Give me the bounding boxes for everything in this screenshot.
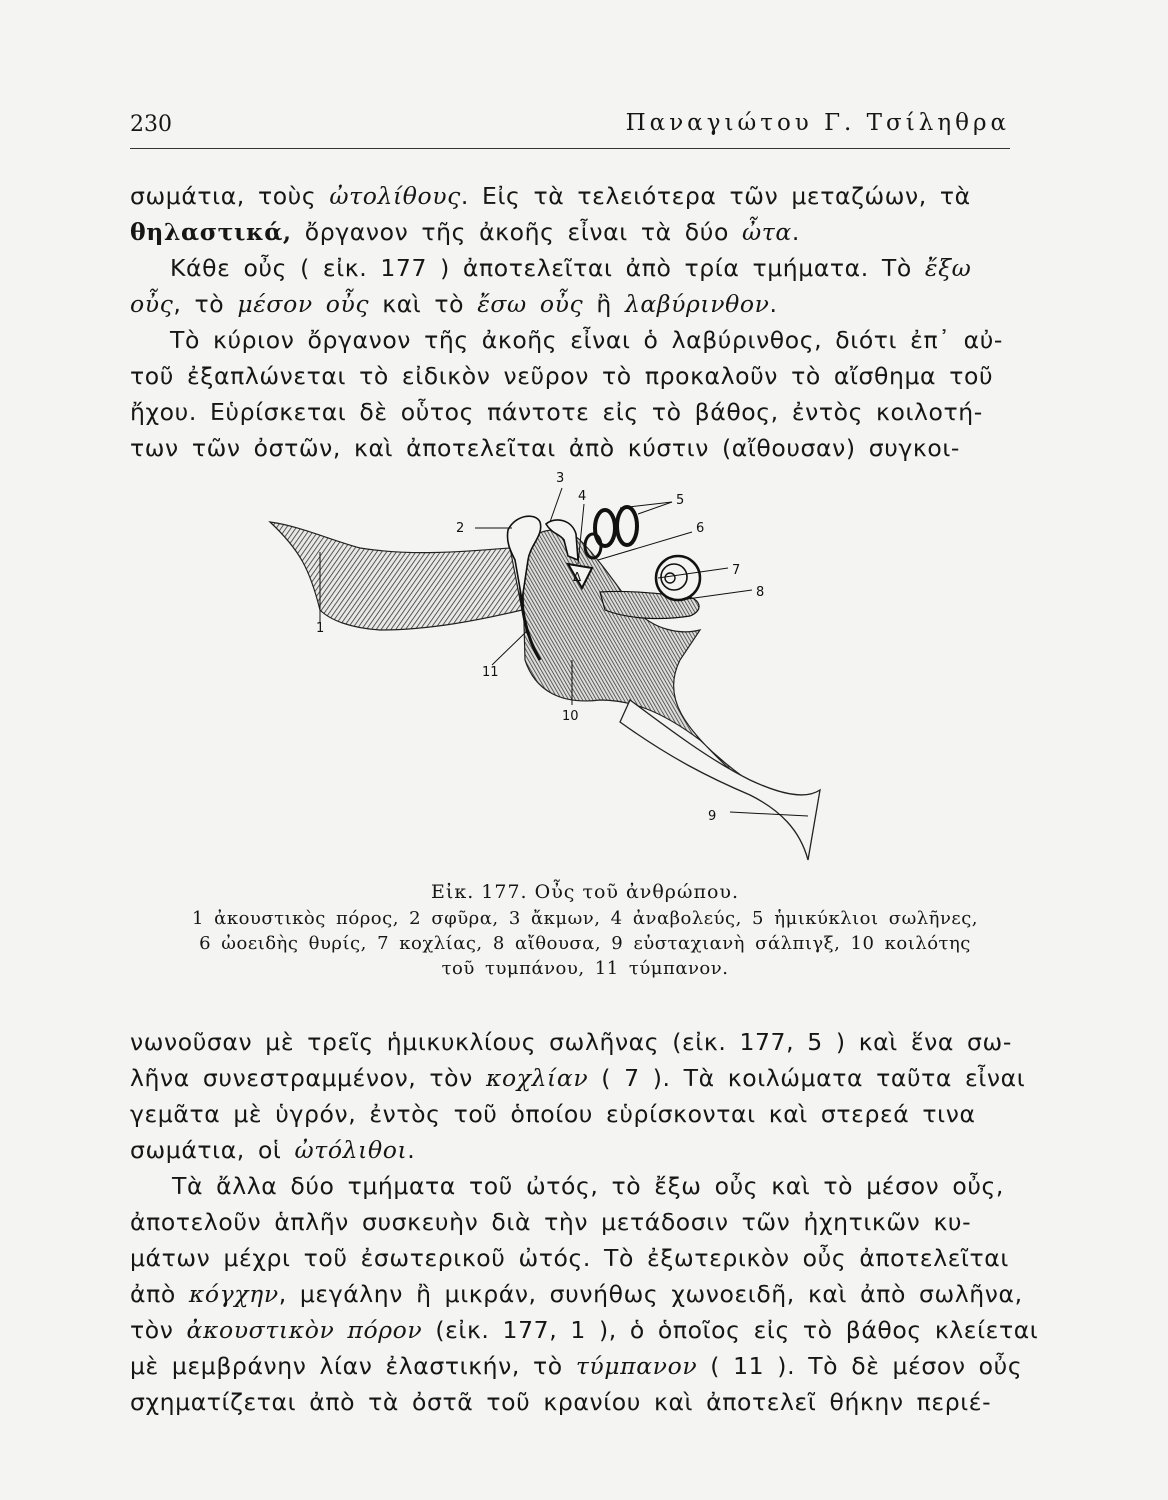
figure-label: 7 (732, 563, 741, 578)
vestibule-letter: Δ (573, 570, 582, 584)
figure-caption (130, 878, 1040, 981)
text-line: τὸν ἀκουστικὸν πόρον (εἰκ. 177, 1 ), ὁ ὁποῖος εἰς τὸ βάθος κλείεται (130, 1316, 1039, 1344)
ear-anatomy-figure (260, 460, 860, 880)
ear-canal-shape (270, 522, 522, 630)
figure-label: 4 (578, 489, 587, 504)
figure-label: 1 (316, 621, 325, 636)
figure-label: 3 (556, 471, 565, 486)
text-line: οὖς, τὸ μέσον οὖς καὶ τὸ ἔσω οὖς ἢ λαβύρινθον. (130, 290, 778, 318)
semicircular-canal-1 (595, 510, 615, 546)
figure-label: 6 (696, 521, 705, 536)
lower-text-block (130, 1024, 1039, 1420)
text-line: μάτων μέχρι τοῦ ἐσωτερικοῦ ὠτός. Τὸ ἐξωτερικὸν οὖς ἀποτελεῖται (130, 1244, 1009, 1272)
text-line: σωμάτια, οἱ ὠτόλιθοι. (130, 1136, 416, 1164)
text-line: θηλαστικά, ὄργανον τῆς ἀκοῆς εἶναι τὰ δύο ὦτα. (130, 218, 800, 246)
caption-line: 6 ὠοειδὴς θυρίς, 7 κοχλίας, 8 αἴθουσα, 9 εὐσταχιανὴ σάλπιγξ, 10 κοιλότης (199, 933, 971, 954)
figure-label: 11 (482, 665, 499, 680)
upper-text-block (130, 178, 1030, 466)
text-line: λῆνα συνεστραμμένον, τὸν κοχλίαν ( 7 ). Τὰ κοιλώματα ταῦτα εἶναι (130, 1064, 1026, 1092)
figure-label: 5 (676, 493, 685, 508)
running-title: Παναγιώτου Γ. Τσίληθρα (625, 110, 1010, 136)
page-header (130, 106, 1010, 146)
figure-label: 2 (456, 521, 465, 536)
cochlea-shape (656, 556, 700, 600)
text-line: τοῦ ἐξαπλώνεται τὸ εἰδικὸν νεῦρον τὸ προκαλοῦν τὸ αἴσθημα τοῦ (130, 362, 994, 390)
caption-title: Εἰκ. 177. Οὖς τοῦ ἀνθρώπου. (431, 881, 739, 903)
text-line: σχηματίζεται ἀπὸ τὰ ὀστᾶ τοῦ κρανίου καὶ ἀποτελεῖ θήκην περιέ- (130, 1388, 992, 1416)
text-line: ἀπὸ κόγχην, μεγάλην ἢ μικράν, συνήθως χωνοειδῆ, καὶ ἀπὸ σωλῆνα, (130, 1280, 1023, 1308)
page-number: 230 (130, 112, 172, 137)
text-line: ἤχου. Εὑρίσκεται δὲ οὗτος πάντοτε εἰς τὸ βάθος, ἐντὸς κοιλοτή- (130, 398, 983, 426)
figure-label: 10 (562, 709, 579, 724)
text-line: μὲ μεμβράνην λίαν ἐλαστικήν, τὸ τύμπανον ( 11 ). Τὸ δὲ μέσον οὖς (130, 1352, 1023, 1380)
figure-label: 9 (708, 809, 717, 824)
eustachian-tube-shape (620, 700, 820, 860)
text-line: των τῶν ὀστῶν, καὶ ἀποτελεῖται ἀπὸ κύστιν (αἴθουσαν) συγκοι- (130, 434, 960, 462)
text-line: ἀποτελοῦν ἁπλῆν συσκευὴν διὰ τὴν μετάδοσιν τῶν ἠχητικῶν κυ- (130, 1208, 972, 1236)
text-line: Τὸ κύριον ὄργανον τῆς ἀκοῆς εἶναι ὁ λαβύρινθος, διότι ἐπ᾿ αὐ- (170, 326, 1003, 354)
caption-line: 1 ἀκουστικὸς πόρος, 2 σφῦρα, 3 ἄκμων, 4 ἀναβολεύς, 5 ἡμικύκλιοι σωλῆνες, (191, 908, 979, 929)
text-line: γεμᾶτα μὲ ὑγρόν, ἐντὸς τοῦ ὁποίου εὑρίσκονται καὶ στερεά τινα (130, 1100, 976, 1128)
leader-line-11 (492, 630, 528, 665)
caption-line: τοῦ τυμπάνου, 11 τύμπανον. (441, 958, 729, 979)
text-line: Κάθε οὖς ( εἰκ. 177 ) ἀποτελεῖται ἀπὸ τρία τμήματα. Τὸ ἔξω (170, 254, 972, 282)
text-line: Τὰ ἄλλα δύο τμήματα τοῦ ὠτός, τὸ ἔξω οὖς καὶ τὸ μέσον οὖς, (172, 1172, 1004, 1200)
text-line: νωνοῦσαν μὲ τρεῖς ἡμικυκλίους σωλῆνας (εἰκ. 177, 5 ) καὶ ἕνα σω- (130, 1028, 1012, 1056)
figure-label: 8 (756, 585, 765, 600)
header-rule (130, 148, 1010, 149)
leader-line-3 (550, 488, 562, 522)
text-line: σωμάτια, τοὺς ὠτολίθους. Εἰς τὰ τελειότερα τῶν μεταζώων, τὰ (130, 182, 971, 210)
semicircular-canal-2 (617, 507, 637, 545)
